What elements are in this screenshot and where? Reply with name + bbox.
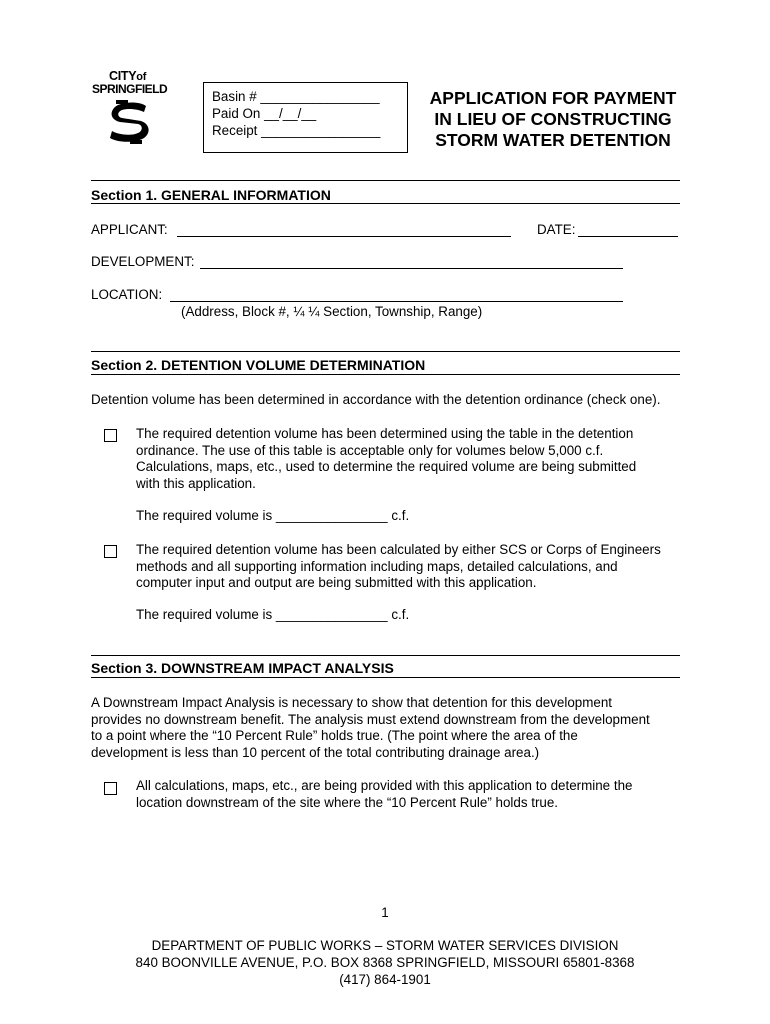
development-label: DEVELOPMENT: xyxy=(91,254,195,269)
section2-top-rule xyxy=(91,351,680,352)
location-input-line[interactable] xyxy=(170,301,623,302)
logo-springfield-text: SPRINGFIELD xyxy=(92,82,168,96)
development-input-line[interactable] xyxy=(200,268,623,269)
document-title xyxy=(408,88,698,151)
section2-intro: Detention volume has been determined in accordance with the detention ordinance (check one). xyxy=(91,392,661,407)
section3-bottom-rule xyxy=(91,677,680,678)
location-hint: (Address, Block #, ¼ ¼ Section, Township, Range) xyxy=(181,304,483,319)
basin-number-field[interactable]: Basin # ________________ xyxy=(212,89,380,104)
section3-paragraph-line: to a point where the “10 Percent Rule” holds true. (The point where the area of the xyxy=(91,728,578,743)
volume-table-checkbox[interactable] xyxy=(104,429,117,442)
downstream-checkbox-text xyxy=(136,778,632,811)
section2-heading: Section 2. DETENTION VOLUME DETERMINATION xyxy=(91,357,426,373)
applicant-label: APPLICANT: xyxy=(91,222,168,237)
title-line-3: STORM WATER DETENTION xyxy=(435,130,671,150)
date-input-line[interactable] xyxy=(578,236,678,237)
page-number: 1 xyxy=(381,905,389,920)
logo-emblem-icon xyxy=(106,100,152,144)
title-line-1: APPLICATION FOR PAYMENT xyxy=(429,88,677,108)
option1-line: The required detention volume has been determined using the table in the detention xyxy=(136,426,634,441)
downstream-analysis-checkbox[interactable] xyxy=(104,782,117,795)
option2-required-volume[interactable]: The required volume is _______________ c.f. xyxy=(136,607,410,622)
title-line-2: IN LIEU OF CONSTRUCTING xyxy=(434,109,672,129)
option1-required-volume[interactable]: The required volume is _______________ c.f. xyxy=(136,508,410,523)
option2-line: methods and all supporting information including maps, detailed calculations, and xyxy=(136,558,618,574)
logo-city-word: CITY xyxy=(109,69,137,83)
option1-text xyxy=(136,426,636,492)
date-label: DATE: xyxy=(537,222,576,237)
section2-bottom-rule xyxy=(91,374,680,375)
section3-top-rule xyxy=(91,655,680,656)
city-logo xyxy=(92,70,178,154)
section1-heading: Section 1. GENERAL INFORMATION xyxy=(91,187,331,203)
option2-line: The required detention volume has been calculated by either SCS or Corps of Engineers xyxy=(136,542,661,557)
section3-paragraph-line: development is less than 10 percent of the total contributing drainage area.) xyxy=(91,744,540,760)
option1-line: with this application. xyxy=(136,475,256,491)
option1-line: Calculations, maps, etc., used to determine the required volume are being submitted xyxy=(136,459,637,474)
section3-paragraph xyxy=(91,695,650,761)
applicant-input-line[interactable] xyxy=(177,236,511,237)
option2-text xyxy=(136,542,661,592)
section3-paragraph-line: A Downstream Impact Analysis is necessary to show that detention for this development xyxy=(91,695,613,710)
downstream-checkbox-line: location downstream of the site where the “10 Percent Rule” holds true. xyxy=(136,794,559,810)
footer-department: DEPARTMENT OF PUBLIC WORKS – STORM WATER SERVICES DIVISION xyxy=(151,938,619,953)
option2-line: computer input and output are being submitted with this application. xyxy=(136,575,537,590)
volume-calculated-checkbox[interactable] xyxy=(104,545,117,558)
logo-of-word: of xyxy=(136,71,147,83)
receipt-field[interactable]: Receipt ________________ xyxy=(212,123,381,138)
section3-heading: Section 3. DOWNSTREAM IMPACT ANALYSIS xyxy=(91,660,394,676)
section1-top-rule xyxy=(91,180,680,181)
paid-on-field[interactable]: Paid On __/__/__ xyxy=(212,106,317,121)
location-label: LOCATION: xyxy=(91,287,163,302)
section3-paragraph-line: provides no downstream benefit. The analysis must extend downstream from the development xyxy=(91,711,650,727)
footer-phone: (417) 864-1901 xyxy=(339,972,431,987)
option1-line: ordinance. The use of this table is acceptable only for volumes below 5,000 c.f. xyxy=(136,442,604,458)
section1-bottom-rule xyxy=(91,203,680,204)
footer-address: 840 BOONVILLE AVENUE, P.O. BOX 8368 SPRINGFIELD, MISSOURI 65801-8368 xyxy=(135,955,635,970)
downstream-checkbox-line: All calculations, maps, etc., are being provided with this application to determine the xyxy=(136,778,633,793)
